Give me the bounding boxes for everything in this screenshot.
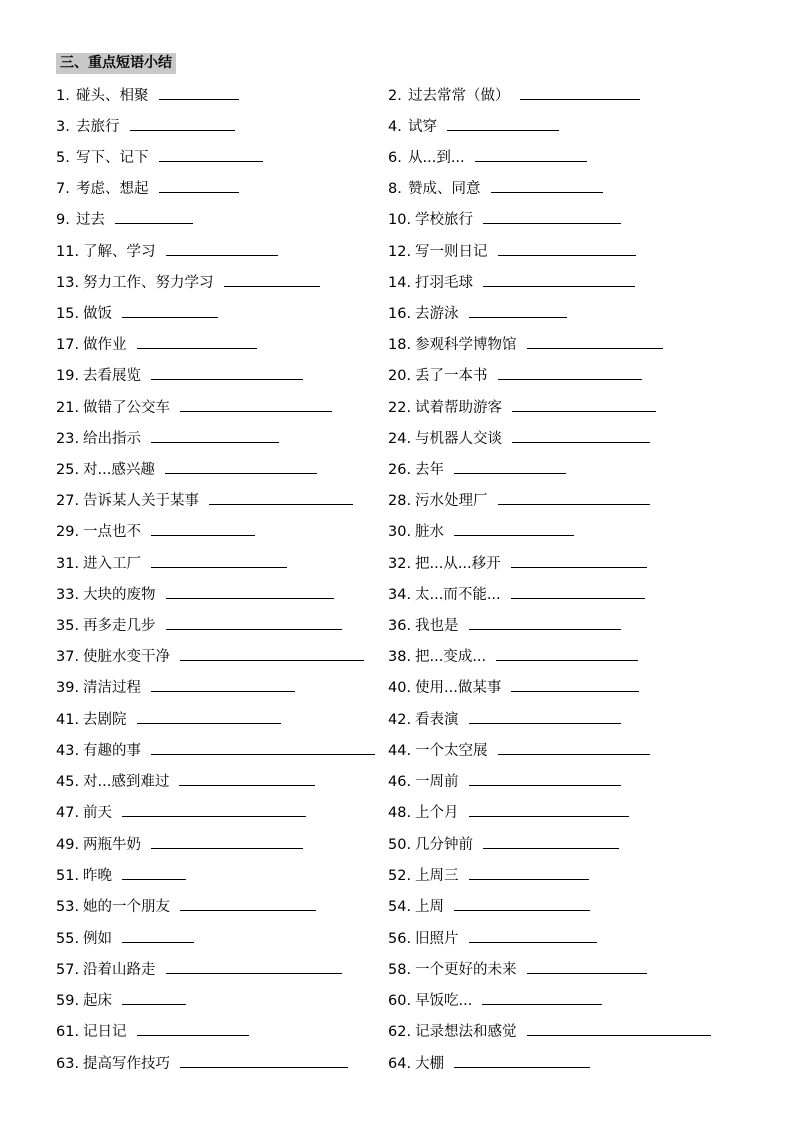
answer-blank[interactable] — [527, 1020, 711, 1036]
item-text: 进入工厂 — [83, 556, 141, 572]
phrase-item — [388, 958, 647, 980]
item-text: 大棚 — [415, 1056, 444, 1072]
item-text: 旧照片 — [415, 931, 459, 947]
item-text: 从...到... — [408, 150, 465, 166]
item-text: 一个太空展 — [415, 743, 488, 759]
phrase-item — [56, 927, 194, 949]
answer-blank[interactable] — [469, 927, 597, 943]
item-text: 给出指示 — [83, 431, 141, 447]
phrase-item — [388, 1020, 711, 1042]
item-number: 19. — [56, 368, 80, 384]
phrase-item — [56, 489, 353, 511]
item-text: 几分钟前 — [415, 837, 473, 853]
phrase-item — [388, 427, 650, 449]
phrase-item — [56, 458, 317, 480]
phrase-item — [388, 458, 566, 480]
answer-blank[interactable] — [498, 240, 636, 256]
item-text: 学校旅行 — [415, 212, 473, 228]
item-number: 34. — [388, 587, 412, 603]
item-number: 54. — [388, 899, 412, 915]
item-text: 提高写作技巧 — [83, 1056, 170, 1072]
answer-blank[interactable] — [469, 302, 567, 318]
item-text: 丢了一本书 — [415, 368, 488, 384]
answer-blank[interactable] — [512, 396, 656, 412]
item-number: 8. — [388, 181, 402, 197]
answer-blank[interactable] — [137, 333, 257, 349]
phrase-item — [56, 1052, 348, 1074]
phrase-item — [56, 302, 218, 324]
item-number: 7. — [56, 181, 70, 197]
phrase-item — [388, 645, 638, 667]
item-number: 45. — [56, 774, 80, 790]
item-text: 前天 — [83, 805, 112, 821]
phrase-item — [388, 333, 663, 355]
phrase-item — [56, 115, 235, 137]
item-text: 参观科学博物馆 — [415, 337, 517, 353]
answer-blank[interactable] — [166, 958, 342, 974]
item-text: 过去 — [76, 212, 105, 228]
answer-blank[interactable] — [115, 208, 193, 224]
item-text: 碰头、相聚 — [76, 88, 149, 104]
item-text: 考虑、想起 — [76, 181, 149, 197]
phrase-item — [388, 208, 621, 230]
item-number: 33. — [56, 587, 80, 603]
item-number: 38. — [388, 649, 412, 665]
item-number: 22. — [388, 400, 412, 416]
item-text: 努力工作、努力学习 — [83, 275, 214, 291]
phrase-item — [56, 146, 263, 168]
answer-blank[interactable] — [527, 333, 663, 349]
answer-blank[interactable] — [520, 84, 640, 100]
item-text: 两瓶牛奶 — [83, 837, 141, 853]
item-text: 她的一个朋友 — [83, 899, 170, 915]
item-number: 18. — [388, 337, 412, 353]
item-number: 23. — [56, 431, 80, 447]
phrase-item — [388, 989, 602, 1011]
phrase-item — [56, 958, 342, 980]
item-number: 62. — [388, 1024, 412, 1040]
item-text: 使用...做某事 — [415, 680, 502, 696]
answer-blank[interactable] — [469, 770, 621, 786]
phrase-item — [388, 115, 559, 137]
phrase-item — [388, 739, 650, 761]
answer-blank[interactable] — [130, 115, 235, 131]
answer-blank[interactable] — [159, 177, 239, 193]
item-number: 60. — [388, 993, 412, 1009]
item-number: 53. — [56, 899, 80, 915]
phrase-item — [56, 895, 316, 917]
phrase-item — [56, 614, 342, 636]
answer-blank[interactable] — [137, 708, 281, 724]
phrase-item — [56, 1020, 249, 1042]
item-text: 写一则日记 — [415, 244, 488, 260]
item-text: 上周 — [415, 899, 444, 915]
answer-blank[interactable] — [122, 864, 186, 880]
item-text: 去旅行 — [76, 119, 120, 135]
answer-blank[interactable] — [491, 177, 603, 193]
answer-blank[interactable] — [447, 115, 559, 131]
item-text: 有趣的事 — [83, 743, 141, 759]
item-number: 16. — [388, 306, 412, 322]
answer-blank[interactable] — [151, 427, 279, 443]
item-text: 看表演 — [415, 712, 459, 728]
item-number: 21. — [56, 400, 80, 416]
item-number: 56. — [388, 931, 412, 947]
answer-blank[interactable] — [496, 645, 638, 661]
item-text: 脏水 — [415, 524, 444, 540]
item-number: 40. — [388, 680, 412, 696]
answer-blank[interactable] — [151, 676, 295, 692]
phrase-item — [388, 302, 567, 324]
answer-blank[interactable] — [180, 1052, 348, 1068]
item-text: 我也是 — [415, 618, 459, 634]
phrase-item — [388, 676, 639, 698]
item-number: 27. — [56, 493, 80, 509]
answer-blank[interactable] — [151, 364, 303, 380]
phrase-item — [388, 833, 619, 855]
phrase-item — [56, 801, 306, 823]
phrase-item — [56, 84, 239, 106]
phrase-item — [56, 864, 186, 886]
item-number: 28. — [388, 493, 412, 509]
item-number: 25. — [56, 462, 80, 478]
answer-blank[interactable] — [454, 520, 574, 536]
answer-blank[interactable] — [224, 271, 320, 287]
answer-blank[interactable] — [475, 146, 587, 162]
phrase-item — [388, 801, 629, 823]
phrase-item — [56, 708, 281, 730]
item-number: 6. — [388, 150, 402, 166]
item-number: 11. — [56, 244, 80, 260]
phrase-item — [388, 84, 640, 106]
section-title: 三、重点短语小结 — [56, 53, 176, 74]
answer-blank[interactable] — [159, 146, 263, 162]
answer-blank[interactable] — [469, 614, 621, 630]
answer-blank[interactable] — [151, 520, 255, 536]
phrase-item — [56, 333, 257, 355]
phrase-item — [388, 895, 590, 917]
phrase-item — [388, 552, 647, 574]
item-text: 做作业 — [83, 337, 127, 353]
item-text: 大块的废物 — [83, 587, 156, 603]
item-text: 去年 — [415, 462, 444, 478]
item-text: 去剧院 — [83, 712, 127, 728]
item-text: 写下、记下 — [76, 150, 149, 166]
item-number: 1. — [56, 88, 70, 104]
item-text: 污水处理厂 — [415, 493, 488, 509]
item-number: 44. — [388, 743, 412, 759]
item-number: 14. — [388, 275, 412, 291]
item-text: 再多走几步 — [83, 618, 156, 634]
item-number: 10. — [388, 212, 412, 228]
answer-blank[interactable] — [209, 489, 353, 505]
item-text: 使脏水变干净 — [83, 649, 170, 665]
answer-blank[interactable] — [483, 271, 635, 287]
phrase-item — [56, 739, 375, 761]
item-number: 46. — [388, 774, 412, 790]
item-text: 把...从...移开 — [415, 556, 501, 572]
item-number: 55. — [56, 931, 80, 947]
item-text: 起床 — [83, 993, 112, 1009]
answer-blank[interactable] — [159, 84, 239, 100]
item-text: 记日记 — [83, 1024, 127, 1040]
item-number: 4. — [388, 119, 402, 135]
item-text: 一周前 — [415, 774, 459, 790]
phrase-item — [56, 645, 364, 667]
item-text: 告诉某人关于某事 — [83, 493, 199, 509]
answer-blank[interactable] — [498, 364, 642, 380]
item-text: 上个月 — [415, 805, 459, 821]
phrase-item — [388, 489, 650, 511]
phrase-item — [56, 396, 332, 418]
item-number: 5. — [56, 150, 70, 166]
item-number: 61. — [56, 1024, 80, 1040]
answer-blank[interactable] — [122, 801, 306, 817]
answer-blank[interactable] — [180, 645, 364, 661]
item-number: 2. — [388, 88, 402, 104]
item-text: 把...变成... — [415, 649, 487, 665]
item-number: 3. — [56, 119, 70, 135]
phrase-item — [56, 208, 193, 230]
item-number: 49. — [56, 837, 80, 853]
item-number: 15. — [56, 306, 80, 322]
item-number: 39. — [56, 680, 80, 696]
item-number: 43. — [56, 743, 80, 759]
item-number: 31. — [56, 556, 80, 572]
phrase-item — [388, 708, 621, 730]
answer-blank[interactable] — [122, 989, 186, 1005]
phrase-item — [388, 520, 574, 542]
phrase-item — [56, 770, 315, 792]
item-text: 清洁过程 — [83, 680, 141, 696]
answer-blank[interactable] — [454, 895, 590, 911]
phrase-item — [56, 427, 279, 449]
item-text: 昨晚 — [83, 868, 112, 884]
answer-blank[interactable] — [151, 833, 303, 849]
phrase-item — [56, 833, 303, 855]
item-number: 42. — [388, 712, 412, 728]
item-text: 过去常常（做） — [408, 88, 510, 104]
item-number: 20. — [388, 368, 412, 384]
phrase-item — [56, 520, 255, 542]
answer-blank[interactable] — [483, 833, 619, 849]
phrase-item — [388, 770, 621, 792]
item-text: 打羽毛球 — [415, 275, 473, 291]
phrase-item — [56, 583, 334, 605]
item-number: 24. — [388, 431, 412, 447]
phrase-item — [56, 364, 303, 386]
item-number: 36. — [388, 618, 412, 634]
item-number: 58. — [388, 962, 412, 978]
answer-blank[interactable] — [122, 927, 194, 943]
phrase-item — [56, 676, 295, 698]
item-number: 52. — [388, 868, 412, 884]
answer-blank[interactable] — [469, 801, 629, 817]
answer-blank[interactable] — [483, 208, 621, 224]
answer-blank[interactable] — [180, 895, 316, 911]
item-number: 51. — [56, 868, 80, 884]
answer-blank[interactable] — [166, 583, 334, 599]
item-text: 对...感到难过 — [83, 774, 170, 790]
item-text: 试着帮助游客 — [415, 400, 502, 416]
answer-blank[interactable] — [512, 427, 650, 443]
answer-blank[interactable] — [179, 770, 315, 786]
item-number: 47. — [56, 805, 80, 821]
answer-blank[interactable] — [511, 552, 647, 568]
item-text: 沿着山路走 — [83, 962, 156, 978]
phrase-item — [56, 177, 239, 199]
phrase-item — [388, 396, 656, 418]
item-text: 对...感兴趣 — [83, 462, 155, 478]
item-text: 与机器人交谈 — [415, 431, 502, 447]
phrase-item — [388, 364, 642, 386]
item-number: 35. — [56, 618, 80, 634]
phrase-item — [388, 927, 597, 949]
answer-blank[interactable] — [498, 489, 650, 505]
answer-blank[interactable] — [511, 583, 645, 599]
item-number: 59. — [56, 993, 80, 1009]
item-text: 了解、学习 — [83, 244, 156, 260]
answer-blank[interactable] — [137, 1020, 249, 1036]
answer-blank[interactable] — [166, 614, 342, 630]
answer-blank[interactable] — [165, 458, 317, 474]
item-text: 做错了公交车 — [83, 400, 170, 416]
answer-blank[interactable] — [166, 240, 278, 256]
phrase-item — [388, 583, 645, 605]
answer-blank[interactable] — [151, 552, 287, 568]
item-number: 26. — [388, 462, 412, 478]
phrase-item — [56, 989, 186, 1011]
answer-blank[interactable] — [469, 708, 621, 724]
answer-blank[interactable] — [151, 739, 375, 755]
item-number: 41. — [56, 712, 80, 728]
item-number: 64. — [388, 1056, 412, 1072]
item-number: 50. — [388, 837, 412, 853]
answer-blank[interactable] — [180, 396, 332, 412]
item-number: 17. — [56, 337, 80, 353]
phrase-item — [388, 864, 589, 886]
phrase-item — [56, 552, 287, 574]
answer-blank[interactable] — [469, 864, 589, 880]
item-number: 32. — [388, 556, 412, 572]
item-text: 一个更好的未来 — [415, 962, 517, 978]
item-number: 30. — [388, 524, 412, 540]
item-number: 29. — [56, 524, 80, 540]
phrase-item — [388, 240, 636, 262]
item-text: 做饭 — [83, 306, 112, 322]
item-text: 试穿 — [408, 119, 437, 135]
item-number: 57. — [56, 962, 80, 978]
phrase-item — [388, 271, 635, 293]
item-text: 去看展览 — [83, 368, 141, 384]
item-text: 记录想法和感觉 — [415, 1024, 517, 1040]
answer-blank[interactable] — [482, 989, 602, 1005]
item-number: 37. — [56, 649, 80, 665]
item-number: 13. — [56, 275, 80, 291]
item-number: 9. — [56, 212, 70, 228]
item-number: 12. — [388, 244, 412, 260]
answer-blank[interactable] — [454, 458, 566, 474]
phrase-item — [56, 271, 320, 293]
answer-blank[interactable] — [527, 958, 647, 974]
answer-blank[interactable] — [498, 739, 650, 755]
item-number: 48. — [388, 805, 412, 821]
item-text: 一点也不 — [83, 524, 141, 540]
answer-blank[interactable] — [511, 676, 639, 692]
phrase-item — [388, 146, 587, 168]
answer-blank[interactable] — [454, 1052, 590, 1068]
item-number: 63. — [56, 1056, 80, 1072]
item-text: 上周三 — [415, 868, 459, 884]
answer-blank[interactable] — [122, 302, 218, 318]
phrase-item — [388, 1052, 590, 1074]
phrase-item — [388, 177, 603, 199]
item-text: 太...而不能... — [415, 587, 501, 603]
item-text: 去游泳 — [415, 306, 459, 322]
phrase-item — [388, 614, 621, 636]
item-text: 例如 — [83, 931, 112, 947]
item-text: 早饭吃... — [415, 993, 473, 1009]
phrase-item — [56, 240, 278, 262]
item-text: 赞成、同意 — [408, 181, 481, 197]
